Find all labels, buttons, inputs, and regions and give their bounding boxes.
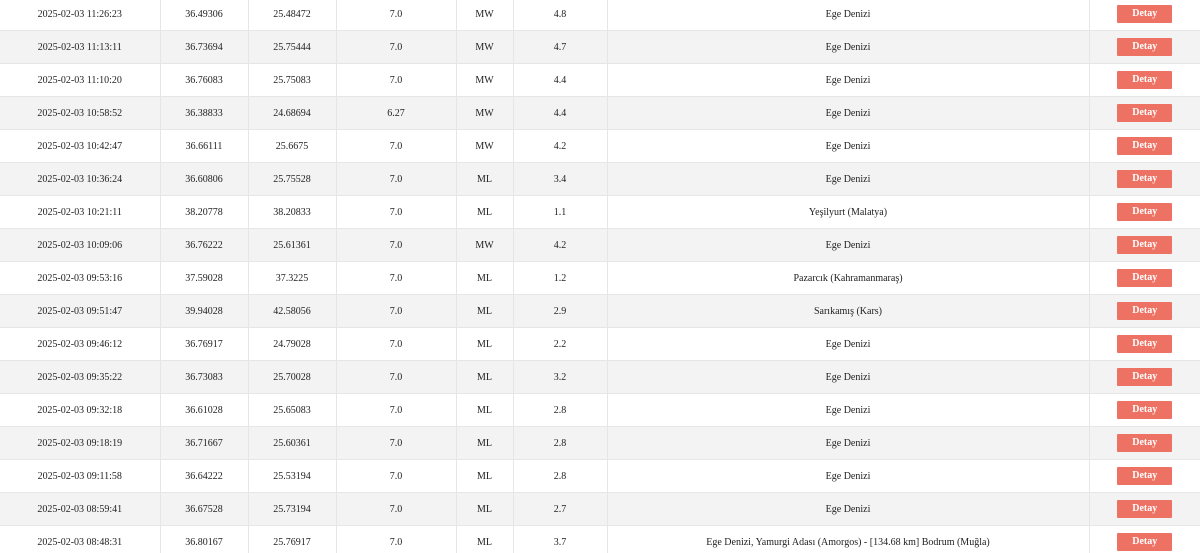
action-cell [1089, 262, 1200, 295]
depth-cell: 7.0 [336, 526, 456, 553]
magnitude-type-cell: ML [456, 394, 513, 427]
latitude-cell: 36.73694 [160, 31, 248, 64]
magnitude-cell: 2.2 [513, 328, 607, 361]
depth-cell: 7.0 [336, 31, 456, 64]
action-cell [1089, 130, 1200, 163]
table-row [0, 229, 1200, 262]
action-cell [1089, 526, 1200, 553]
date-cell: 2025-02-03 11:10:20 [0, 64, 160, 97]
depth-cell: 7.0 [336, 493, 456, 526]
location-cell: Ege Denizi [607, 493, 1089, 526]
magnitude-type-cell: MW [456, 64, 513, 97]
longitude-cell: 25.75444 [248, 31, 336, 64]
location-cell: Ege Denizi [607, 64, 1089, 97]
action-cell [1089, 493, 1200, 526]
detail-button[interactable]: Detay [1117, 5, 1172, 23]
longitude-cell: 24.79028 [248, 328, 336, 361]
date-cell: 2025-02-03 10:09:06 [0, 229, 160, 262]
magnitude-type-cell: ML [456, 163, 513, 196]
date-cell: 2025-02-03 10:21:11 [0, 196, 160, 229]
depth-cell: 6.27 [336, 97, 456, 130]
magnitude-type-cell: ML [456, 526, 513, 553]
date-cell: 2025-02-03 09:32:18 [0, 394, 160, 427]
depth-cell: 7.0 [336, 196, 456, 229]
table-row [0, 460, 1200, 493]
location-cell: Ege Denizi [607, 163, 1089, 196]
detail-button[interactable]: Detay [1117, 38, 1172, 56]
location-cell: Ege Denizi [607, 361, 1089, 394]
detail-button[interactable]: Detay [1117, 203, 1172, 221]
table-row [0, 64, 1200, 97]
longitude-cell: 25.6675 [248, 130, 336, 163]
date-cell: 2025-02-03 09:18:19 [0, 427, 160, 460]
depth-cell: 7.0 [336, 229, 456, 262]
location-cell: Pazarcık (Kahramanmaraş) [607, 262, 1089, 295]
date-cell: 2025-02-03 08:48:31 [0, 526, 160, 553]
longitude-cell: 25.61361 [248, 229, 336, 262]
table-row [0, 427, 1200, 460]
magnitude-cell: 4.2 [513, 130, 607, 163]
depth-cell: 7.0 [336, 64, 456, 97]
magnitude-cell: 4.2 [513, 229, 607, 262]
longitude-cell: 25.75083 [248, 64, 336, 97]
detail-button[interactable]: Detay [1117, 170, 1172, 188]
date-cell: 2025-02-03 09:53:16 [0, 262, 160, 295]
depth-cell: 7.0 [336, 460, 456, 493]
depth-cell: 7.0 [336, 0, 456, 31]
latitude-cell: 36.80167 [160, 526, 248, 553]
date-cell: 2025-02-03 11:13:11 [0, 31, 160, 64]
latitude-cell: 36.60806 [160, 163, 248, 196]
date-cell: 2025-02-03 09:46:12 [0, 328, 160, 361]
magnitude-type-cell: ML [456, 262, 513, 295]
action-cell [1089, 361, 1200, 394]
depth-cell: 7.0 [336, 427, 456, 460]
longitude-cell: 25.60361 [248, 427, 336, 460]
longitude-cell: 25.48472 [248, 0, 336, 31]
latitude-cell: 36.76917 [160, 328, 248, 361]
action-cell [1089, 97, 1200, 130]
location-cell: Ege Denizi [607, 427, 1089, 460]
magnitude-type-cell: MW [456, 31, 513, 64]
location-cell: Ege Denizi [607, 130, 1089, 163]
magnitude-cell: 2.9 [513, 295, 607, 328]
table-row [0, 262, 1200, 295]
date-cell: 2025-02-03 09:51:47 [0, 295, 160, 328]
longitude-cell: 25.65083 [248, 394, 336, 427]
location-cell: Ege Denizi [607, 328, 1089, 361]
longitude-cell: 25.75528 [248, 163, 336, 196]
magnitude-type-cell: MW [456, 130, 513, 163]
magnitude-type-cell: MW [456, 97, 513, 130]
action-cell [1089, 460, 1200, 493]
magnitude-cell: 4.8 [513, 0, 607, 31]
location-cell: Ege Denizi [607, 394, 1089, 427]
table-row [0, 97, 1200, 130]
action-cell [1089, 427, 1200, 460]
longitude-cell: 38.20833 [248, 196, 336, 229]
location-cell: Ege Denizi [607, 460, 1089, 493]
magnitude-type-cell: ML [456, 460, 513, 493]
action-cell [1089, 64, 1200, 97]
magnitude-type-cell: ML [456, 427, 513, 460]
detail-button[interactable]: Detay [1117, 104, 1172, 122]
detail-button[interactable]: Detay [1117, 434, 1172, 452]
date-cell: 2025-02-03 11:26:23 [0, 0, 160, 31]
action-cell [1089, 196, 1200, 229]
date-cell: 2025-02-03 10:36:24 [0, 163, 160, 196]
magnitude-cell: 3.4 [513, 163, 607, 196]
magnitude-type-cell: ML [456, 196, 513, 229]
magnitude-cell: 2.8 [513, 394, 607, 427]
action-cell [1089, 229, 1200, 262]
location-cell: Ege Denizi, Yamurgi Adası (Amorgos) - [134.68 km] Bodrum (Muğla) [607, 526, 1089, 553]
action-cell [1089, 163, 1200, 196]
magnitude-type-cell: MW [456, 0, 513, 31]
depth-cell: 7.0 [336, 361, 456, 394]
longitude-cell: 25.53194 [248, 460, 336, 493]
magnitude-cell: 3.7 [513, 526, 607, 553]
table-row [0, 394, 1200, 427]
longitude-cell: 37.3225 [248, 262, 336, 295]
magnitude-cell: 2.7 [513, 493, 607, 526]
longitude-cell: 25.73194 [248, 493, 336, 526]
date-cell: 2025-02-03 10:58:52 [0, 97, 160, 130]
location-cell: Yeşilyurt (Malatya) [607, 196, 1089, 229]
date-cell: 2025-02-03 10:42:47 [0, 130, 160, 163]
location-cell: Ege Denizi [607, 229, 1089, 262]
depth-cell: 7.0 [336, 328, 456, 361]
longitude-cell: 24.68694 [248, 97, 336, 130]
location-cell: Ege Denizi [607, 0, 1089, 31]
detail-button[interactable]: Detay [1117, 236, 1172, 254]
table-row [0, 361, 1200, 394]
table-row [0, 163, 1200, 196]
latitude-cell: 36.73083 [160, 361, 248, 394]
action-cell [1089, 0, 1200, 31]
longitude-cell: 25.70028 [248, 361, 336, 394]
latitude-cell: 36.76222 [160, 229, 248, 262]
latitude-cell: 36.76083 [160, 64, 248, 97]
depth-cell: 7.0 [336, 394, 456, 427]
location-cell: Ege Denizi [607, 31, 1089, 64]
magnitude-cell: 1.2 [513, 262, 607, 295]
table-row [0, 493, 1200, 526]
date-cell: 2025-02-03 09:35:22 [0, 361, 160, 394]
magnitude-type-cell: ML [456, 295, 513, 328]
action-cell [1089, 31, 1200, 64]
table-row [0, 31, 1200, 64]
magnitude-type-cell: MW [456, 229, 513, 262]
latitude-cell: 36.61028 [160, 394, 248, 427]
magnitude-type-cell: ML [456, 328, 513, 361]
latitude-cell: 37.59028 [160, 262, 248, 295]
latitude-cell: 38.20778 [160, 196, 248, 229]
detail-button[interactable]: Detay [1117, 368, 1172, 386]
table-row [0, 130, 1200, 163]
location-cell: Ege Denizi [607, 97, 1089, 130]
detail-button[interactable]: Detay [1117, 137, 1172, 155]
magnitude-type-cell: ML [456, 493, 513, 526]
detail-button[interactable]: Detay [1117, 335, 1172, 353]
detail-button[interactable]: Detay [1117, 500, 1172, 518]
detail-button[interactable]: Detay [1117, 533, 1172, 551]
latitude-cell: 36.71667 [160, 427, 248, 460]
detail-button[interactable]: Detay [1117, 467, 1172, 485]
table-row [0, 295, 1200, 328]
magnitude-cell: 4.4 [513, 64, 607, 97]
magnitude-type-cell: ML [456, 361, 513, 394]
longitude-cell: 25.76917 [248, 526, 336, 553]
depth-cell: 7.0 [336, 130, 456, 163]
action-cell [1089, 394, 1200, 427]
depth-cell: 7.0 [336, 262, 456, 295]
detail-button[interactable]: Detay [1117, 269, 1172, 287]
location-cell: Sarıkamış (Kars) [607, 295, 1089, 328]
date-cell: 2025-02-03 09:11:58 [0, 460, 160, 493]
depth-cell: 7.0 [336, 163, 456, 196]
magnitude-cell: 3.2 [513, 361, 607, 394]
table-row [0, 0, 1200, 31]
latitude-cell: 36.67528 [160, 493, 248, 526]
magnitude-cell: 4.7 [513, 31, 607, 64]
latitude-cell: 36.66111 [160, 130, 248, 163]
latitude-cell: 36.49306 [160, 0, 248, 31]
magnitude-cell: 2.8 [513, 427, 607, 460]
table-row [0, 328, 1200, 361]
latitude-cell: 39.94028 [160, 295, 248, 328]
latitude-cell: 36.64222 [160, 460, 248, 493]
detail-button[interactable]: Detay [1117, 71, 1172, 89]
depth-cell: 7.0 [336, 295, 456, 328]
detail-button[interactable]: Detay [1117, 401, 1172, 419]
magnitude-cell: 4.4 [513, 97, 607, 130]
date-cell: 2025-02-03 08:59:41 [0, 493, 160, 526]
table-row [0, 196, 1200, 229]
action-cell [1089, 328, 1200, 361]
longitude-cell: 42.58056 [248, 295, 336, 328]
magnitude-cell: 1.1 [513, 196, 607, 229]
action-cell [1089, 295, 1200, 328]
detail-button[interactable]: Detay [1117, 302, 1172, 320]
magnitude-cell: 2.8 [513, 460, 607, 493]
latitude-cell: 36.38833 [160, 97, 248, 130]
table-row [0, 526, 1200, 553]
